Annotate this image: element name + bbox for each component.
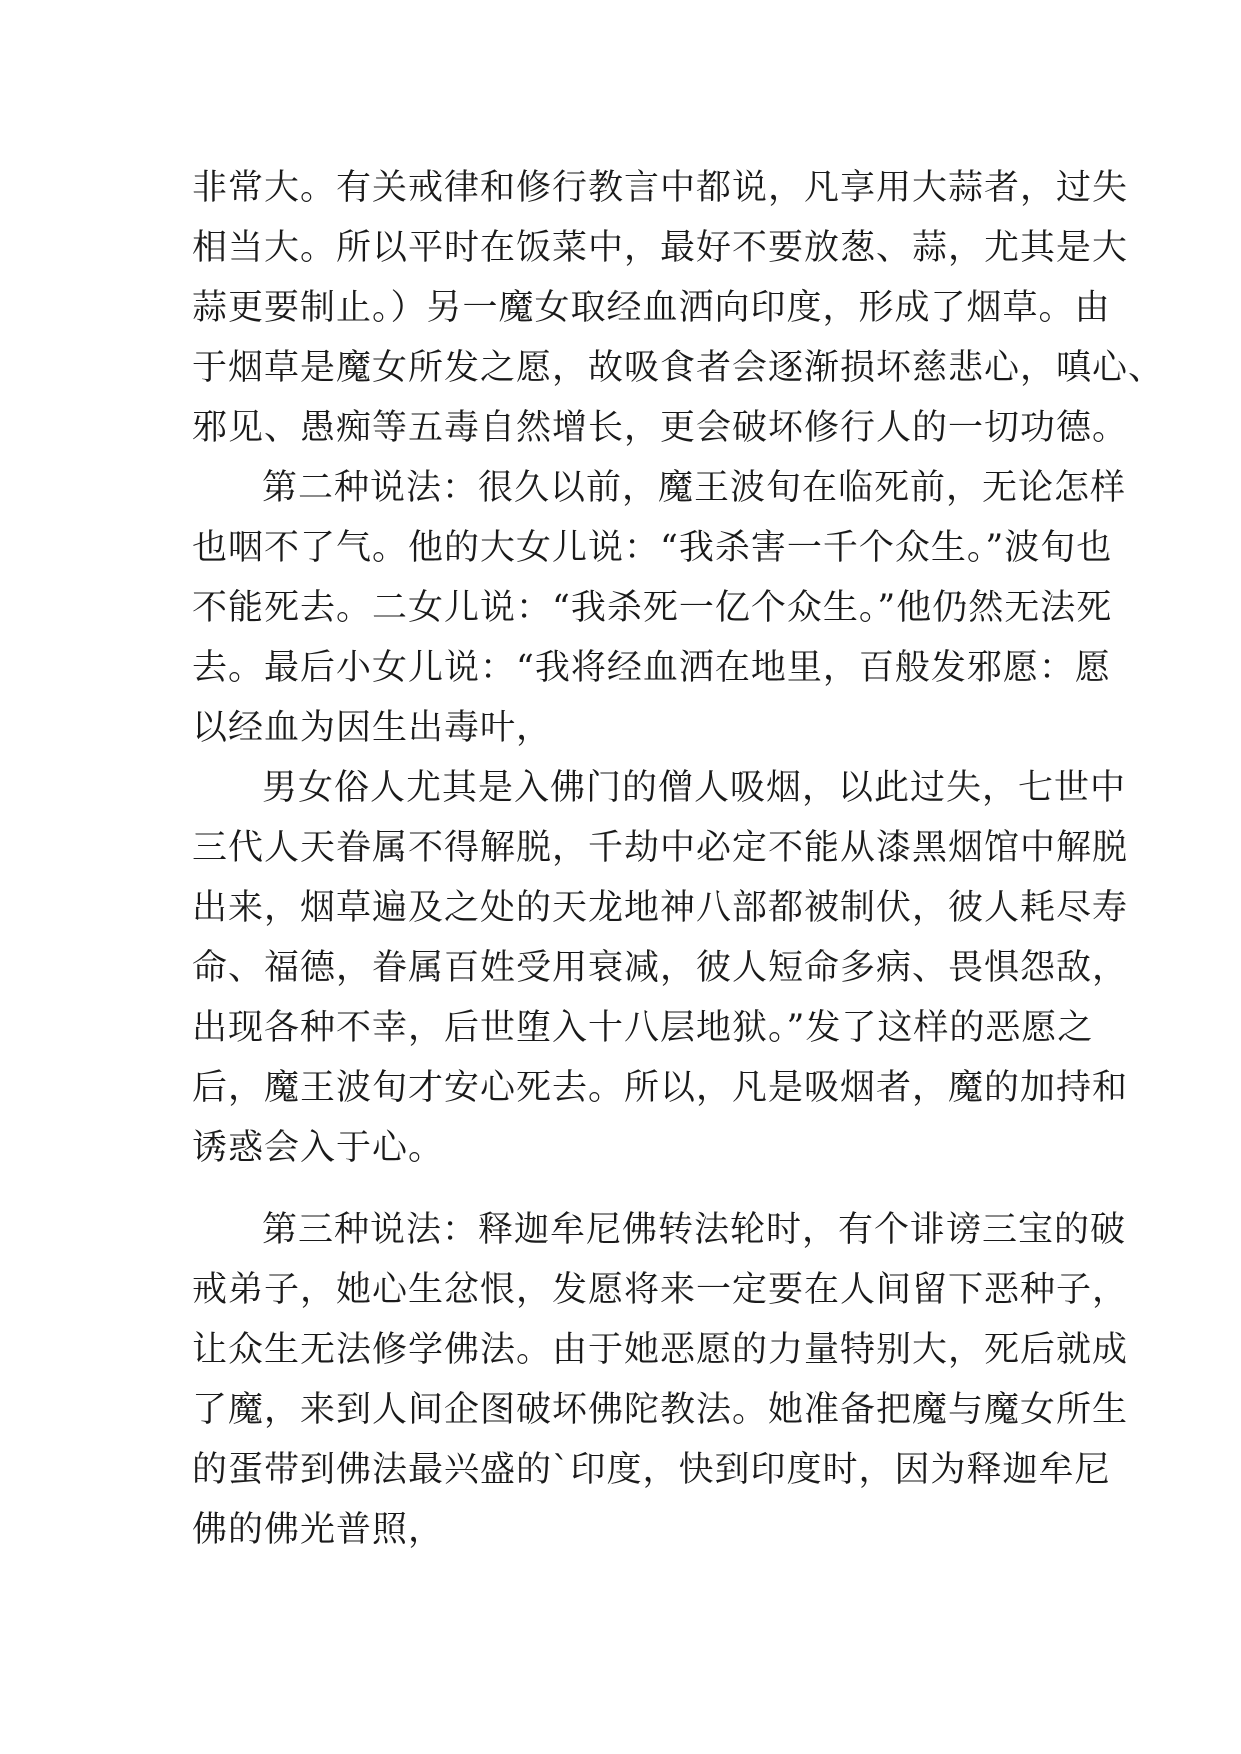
paragraph-start-line: 第三种说法：释迦牟尼佛转法轮时，有个诽谤三宝的破 [262, 1210, 1127, 1250]
text-line: 于烟草是魔女所发之愿，故吸食者会逐渐损坏慈悲心，嗔心、 [192, 348, 1165, 388]
text-block-2 [192, 1200, 1129, 1560]
text-block-1 [192, 158, 1165, 1178]
text-line: 的蛋带到佛法最兴盛的`印度，快到印度时，因为释迦牟尼 [192, 1450, 1111, 1490]
paragraph-start-line: 男女俗人尤其是入佛门的僧人吸烟，以此过失，七世中 [262, 768, 1127, 808]
text-line: 出来，烟草遍及之处的天龙地神八部都被制伏，彼人耗尽寿 [192, 888, 1129, 928]
text-line: 不能死去。二女儿说：“我杀死一亿个众生。”他仍然无法死 [192, 588, 1113, 628]
text-line: 邪见、愚痴等五毒自然增长，更会破坏修行人的一切功德。 [192, 408, 1129, 448]
text-line: 戒弟子，她心生忿恨，发愿将来一定要在人间留下恶种子， [192, 1270, 1129, 1310]
text-line: 以经血为因生出毒叶， [192, 708, 553, 748]
text-line: 三代人天眷属不得解脱，千劫中必定不能从漆黑烟馆中解脱 [192, 828, 1129, 868]
text-line: 佛的佛光普照， [192, 1510, 445, 1550]
text-line: 非常大。有关戒律和修行教言中都说，凡享用大蒜者，过失 [192, 168, 1129, 208]
text-line: 相当大。所以平时在饭菜中，最好不要放葱、蒜，尤其是大 [192, 228, 1129, 268]
text-line: 命、福德，眷属百姓受用衰减，彼人短命多病、畏惧怨敌， [192, 948, 1129, 988]
text-line: 去。最后小女儿说：“我将经血洒在地里，百般发邪愿：愿 [192, 648, 1111, 688]
text-line: 后，魔王波旬才安心死去。所以，凡是吸烟者，魔的加持和 [192, 1068, 1129, 1108]
text-line: 诱惑会入于心。 [192, 1128, 445, 1168]
text-line: 了魔，来到人间企图破坏佛陀教法。她准备把魔与魔女所生 [192, 1390, 1129, 1430]
text-line: 出现各种不幸，后世堕入十八层地狱。”发了这样的恶愿之 [192, 1008, 1094, 1048]
text-line: 让众生无法修学佛法。由于她恶愿的力量特别大，死后就成 [192, 1330, 1129, 1370]
text-line: 蒜更要制止。）另一魔女取经血洒向印度，形成了烟草。由 [192, 288, 1111, 328]
paragraph-start-line: 第二种说法：很久以前，魔王波旬在临死前，无论怎样 [262, 468, 1127, 508]
text-line: 也咽不了气。他的大女儿说：“我杀害一千个众生。”波旬也 [192, 528, 1113, 568]
